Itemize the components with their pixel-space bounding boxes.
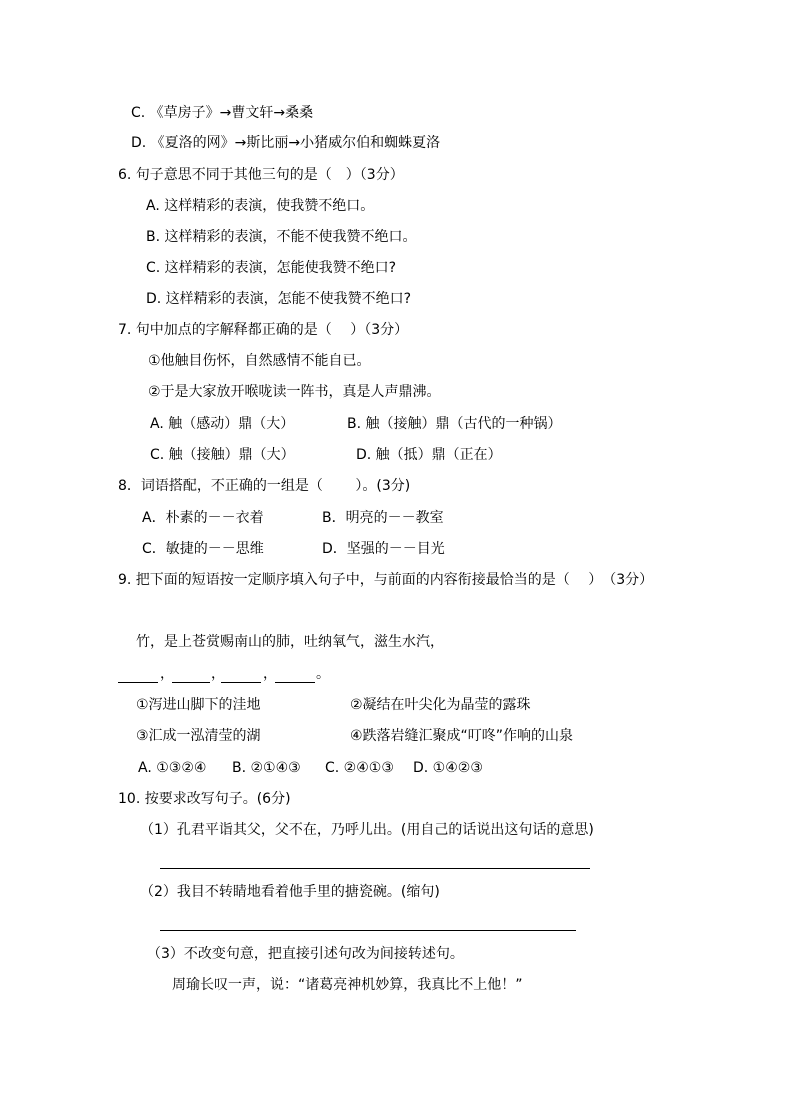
q6-option-d: D. 这样精彩的表演，怎能不使我赞不绝口? — [146, 291, 412, 307]
q9-blank-1[interactable] — [118, 682, 158, 683]
q7-option-d: D. 触（抵）鼎（正在） — [356, 447, 502, 463]
q9-comma: ， — [263, 666, 277, 682]
q9-option-b: B. ②①④③ — [232, 760, 301, 776]
q9-option-c: C. ②④①③ — [325, 760, 394, 776]
q9-option-d: D. ①④②③ — [413, 760, 483, 776]
q10-answer-line-1[interactable] — [160, 868, 590, 869]
q10-stem: 10. 按要求改写句子。(6分) — [118, 791, 291, 807]
q6-option-a: A. 这样精彩的表演，使我赞不绝口。 — [146, 198, 375, 214]
q9-blank-3[interactable] — [221, 682, 261, 683]
q6-stem: 6. 句子意思不同于其他三句的是（ ）（3分） — [118, 167, 404, 183]
q9-comma: ， — [211, 666, 225, 682]
q9-phrase-1: ①泻进山脚下的洼地 — [136, 697, 261, 713]
q9-comma: ， — [160, 666, 174, 682]
q9-phrase-3: ③汇成一泓清莹的湖 — [136, 728, 261, 744]
q8-option-a: A．朴素的－－衣着 — [142, 510, 264, 526]
q7-option-c: C. 触（接触）鼎（大） — [150, 447, 295, 463]
q9-stem: 9. 把下面的短语按一定顺序填入句子中，与前面的内容衔接最恰当的是（ ） （3分） — [118, 572, 654, 588]
q10-item-1: （1）孔君平诣其父，父不在，乃呼儿出。(用自己的话说出这句话的意思) — [140, 822, 594, 838]
q9-option-a: A. ①③②④ — [138, 760, 207, 776]
q10-item-3: （3）不改变句意，把直接引述句改为间接转述句。 — [147, 946, 464, 962]
q9-sentence: 竹，是上苍赏赐南山的肺，吐纳氧气，滋生水汽， — [136, 634, 444, 650]
q8-option-b: B．明亮的－－教室 — [322, 510, 444, 526]
q7-stem: 7. 句中加点的字解释都正确的是（ ）（3分） — [118, 322, 409, 338]
q9-blank-2[interactable] — [172, 682, 210, 683]
q7-sentence-2: ②于是大家放开喉咙读一阵书，真是人声鼎沸。 — [148, 384, 441, 400]
q5-option-d: D. 《夏洛的网》→斯比丽→小猪威尔伯和蜘蛛夏洛 — [131, 135, 441, 151]
q6-option-b: B. 这样精彩的表演，不能不使我赞不绝口。 — [146, 229, 417, 245]
q8-option-c: C．敏捷的－－思维 — [142, 541, 264, 557]
q7-option-a: A. 触（感动）鼎（大） — [150, 416, 295, 432]
q8-stem: 8．词语搭配，不正确的一组是（ ）。(3分) — [118, 478, 411, 494]
q7-option-b: B. 触（接触）鼎（古代的一种锅） — [347, 416, 562, 432]
q5-option-c: C. 《草房子》→曹文轩→桑桑 — [131, 105, 314, 121]
q9-period: 。 — [316, 666, 330, 682]
q10-item-2: （2）我目不转睛地看着他手里的搪瓷碗。(缩句) — [140, 884, 440, 900]
q10-answer-line-2[interactable] — [160, 930, 576, 931]
q9-phrase-4: ④跌落岩缝汇聚成“叮咚”作响的山泉 — [350, 728, 574, 744]
q9-phrase-2: ②凝结在叶尖化为晶莹的露珠 — [350, 697, 531, 713]
q6-option-c: C. 这样精彩的表演，怎能使我赞不绝口? — [146, 260, 397, 276]
q8-option-d: D．坚强的－－目光 — [322, 541, 445, 557]
q10-item-3-sentence: 周瑜长叹一声，说：“诸葛亮神机妙算，我真比不上他！” — [172, 977, 523, 993]
q9-blank-4[interactable] — [275, 682, 315, 683]
q7-sentence-1: ①他触目伤怀，自然感情不能自已。 — [148, 353, 371, 369]
